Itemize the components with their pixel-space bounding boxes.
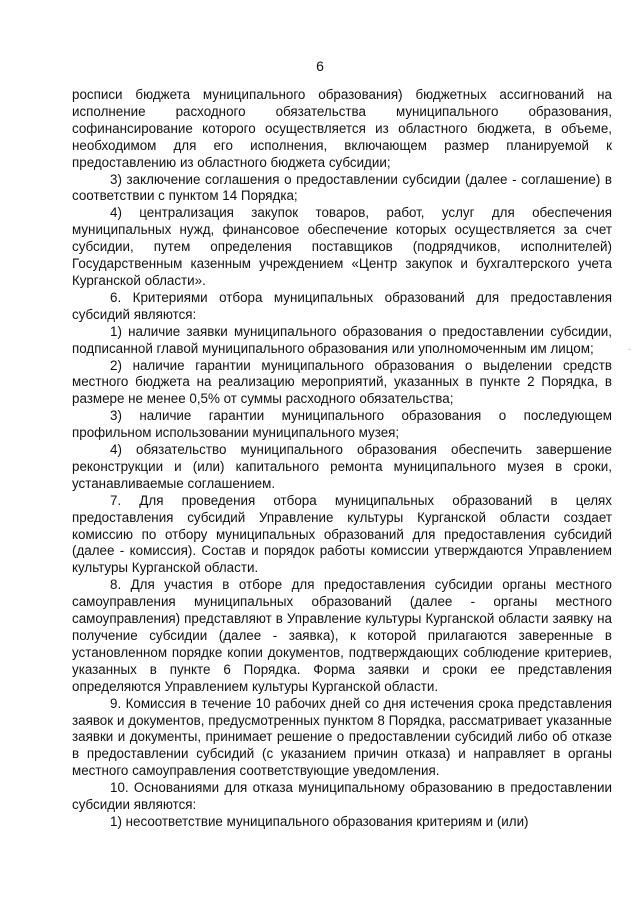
paragraph-9-review: 9. Комиссия в течение 10 рабочих дней со дня истечения срока представления заявок и документов, предусмотренных пунктом 8 Порядка, рассматривает указанные заявки и документы, принимает решение о предоставлении субсидий либо об отказе в предоставлении субсидий (с указанием причин отказа) и направляет в органы местного самоуправления соответствующие уведомления. [72, 695, 612, 779]
paragraph-criteria-2: 2) наличие гарантии муниципального образования о выделении средств местного бюджета на реализацию мероприятий, указанных в пункте 2 Порядка, в размере не менее 0,5% от суммы расходного обязательства; [72, 357, 612, 407]
paragraph-item-4-centralization: 4) централизация закупок товаров, работ, услуг для обеспечения муниципальных нужд, финансовое обеспечение которых осуществляется за счет субсидии, путем определения поставщиков (подрядчиков, исполнителей) Государственным казенным учреждением «Центр закупок и бухгалтерского учета Курганской области». [72, 205, 612, 288]
margin-mark: - [628, 344, 631, 354]
paragraph-refusal-1: 1) несоответствие муниципального образования критериям и (или) [110, 813, 529, 829]
document-body [72, 87, 612, 831]
page-number: 6 [316, 58, 324, 74]
paragraph-8-application: 8. Для участия в отборе для предоставления субсидии органы местного самоуправления муниципальных образований (далее - органы местного самоуправления) представляют в Управление культуры Курганской области заявку на получение субсидии (далее - заявка), к которой прилагаются заверенные в установленном порядке копии документов, подтверждающих соблюдение критериев, указанных в пункте 6 Порядка. Форма заявки и сроки ее представления определяются Управлением культуры Курганской области. [72, 577, 612, 694]
paragraph-criteria-3: 3) наличие гарантии муниципального образования о последующем профильном использовании муниципального музея; [72, 408, 612, 441]
paragraph-continuation: росписи бюджета муниципального образования) бюджетных ассигнований на исполнение расходного обязательства муниципального образования, софинансирование которого осуществляется из областного бюджета, в объеме, необходимом для его исполнения, включающем размер планируемой к предоставлению из областного бюджета субсидии; [72, 87, 612, 170]
paragraph-10-refusal: 10. Основаниями для отказа муниципальному образованию в предоставлении субсидии являются: [72, 780, 612, 813]
paragraph-criteria-1: 1) наличие заявки муниципального образования о предоставлении субсидии, подписанной главой муниципального образования или уполномоченным им лицом; [72, 323, 612, 356]
paragraph-item-3-agreement: 3) заключение соглашения о предоставлении субсидии (далее - соглашение) в соответствии с пунктом 14 Порядка; [72, 171, 612, 204]
paragraph-6-criteria: 6. Критериями отбора муниципальных образований для предоставления субсидий являются: [72, 289, 612, 322]
paragraph-7-commission: 7. Для проведения отбора муниципальных образований в целях предоставления субсидий Управление культуры Курганской области создает комиссию по отбору муниципальных образований для предоставления субсидий (далее - комиссия). Состав и порядок работы комиссии утверждаются Управлением культуры Курганской области. [72, 492, 612, 576]
paragraph-criteria-4: 4) обязательство муниципального образования обеспечить завершение реконструкции и (или) капитального ремонта муниципального музея в сроки, устанавливаемые соглашением. [72, 442, 612, 491]
